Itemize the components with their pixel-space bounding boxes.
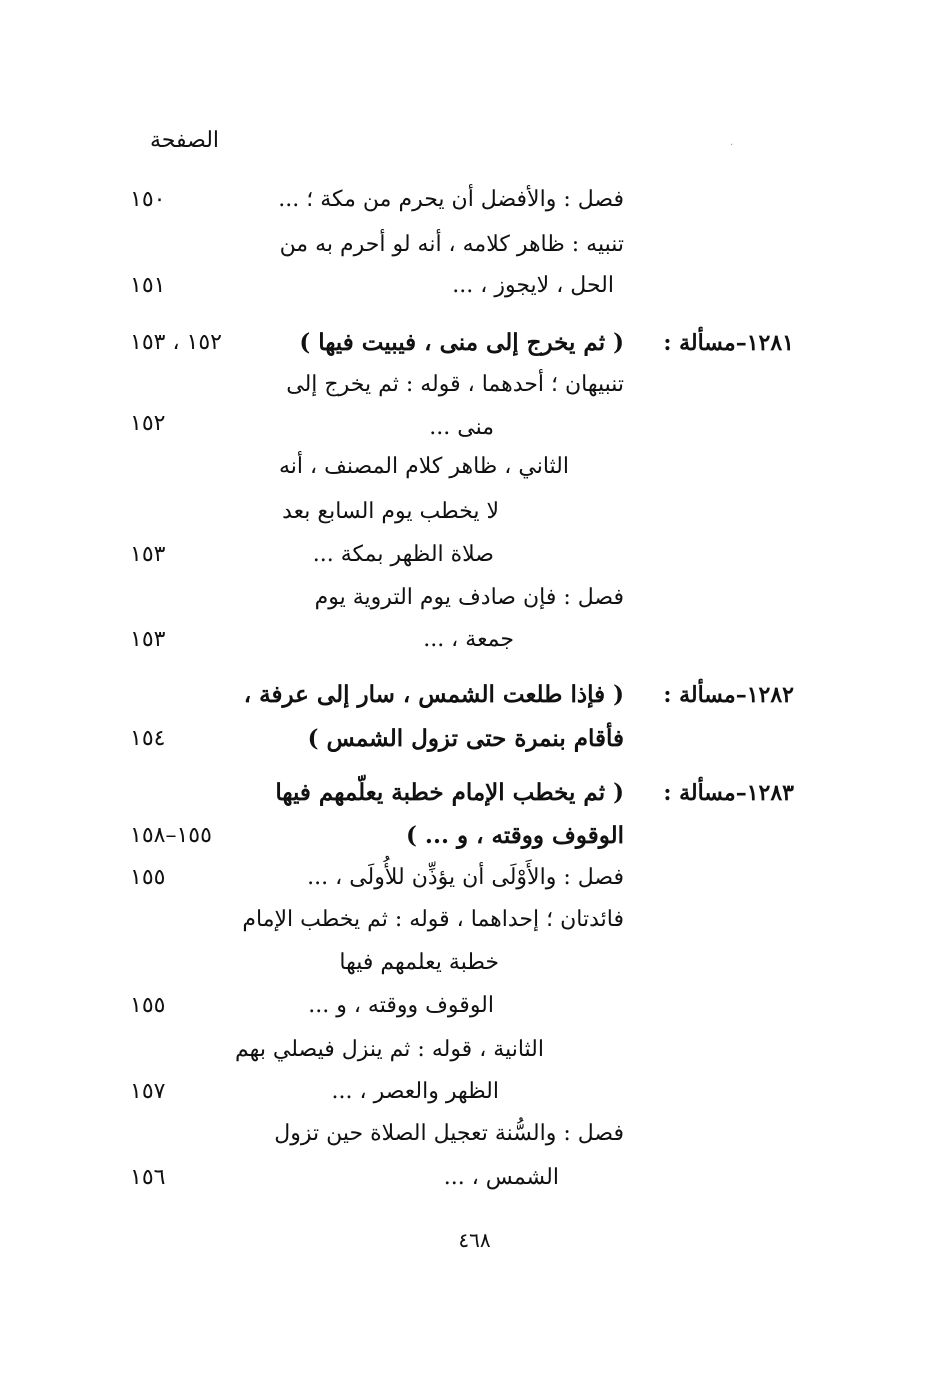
issue-title-text: ( ثم يخرج إلى منى ، فيبيت فيها ) — [299, 329, 624, 356]
index-entry-text: الوقوف ووقته ، و ... — [308, 993, 494, 1018]
index-entry-page: ١٥٥ — [130, 993, 166, 1018]
index-entry-text: الظهر والعصر ، ... — [331, 1079, 499, 1104]
issue-title-text: فأقام بنمرة حتى تزول الشمس ) — [307, 725, 624, 752]
issue-label: ١٢٨٣–مسألة : — [663, 780, 794, 806]
index-entry-text: فصل : فإن صادف يوم التروية يوم — [314, 585, 624, 610]
index-entry-text: تنبيهان ؛ أحدهما ، قوله : ثم يخرج إلى — [286, 372, 624, 397]
index-entry-text: فصل : والأفضل أن يحرم من مكة ؛ ... — [278, 187, 624, 212]
index-entry-page: ١٥٥–١٥٨ — [130, 823, 212, 848]
issue-label: ١٢٨٢–مسألة : — [663, 682, 794, 708]
index-entry-text: تنبيه : ظاهر كلامه ، أنه لو أحرم به من — [279, 232, 624, 257]
index-entry-page: ١٥٢ — [130, 411, 166, 436]
index-entry-text: صلاة الظهر بمكة ... — [312, 542, 494, 567]
page-number: ٤٦٨ — [458, 1228, 491, 1252]
index-entry-text: فصل : والأَوْلَى أن يؤذِّن للأُولَى ، ... — [307, 865, 624, 890]
index-entry-page: ١٥٠ — [130, 187, 166, 212]
issue-label: ١٢٨١–مسألة : — [663, 330, 794, 356]
index-entry-text: فائدتان ؛ إحداهما ، قوله : ثم يخطب الإمام — [242, 907, 624, 932]
index-entry-page: ١٥١ — [130, 273, 166, 298]
issue-title-text: ( ثم يخطب الإمام خطبة يعلّمهم فيها — [275, 779, 624, 806]
index-entry-page: ١٥٧ — [130, 1079, 166, 1104]
index-entry-text: الحل ، لايجوز ، ... — [452, 273, 614, 298]
index-entry-page: ١٥٣ — [130, 627, 166, 652]
index-entry-text: خطبة يعلمهم فيها — [339, 950, 499, 975]
scan-speck: · — [730, 140, 734, 151]
index-entry-page: ١٥٦ — [130, 1165, 166, 1190]
index-entry-text: الثاني ، ظاهر كلام المصنف ، أنه — [278, 454, 569, 479]
issue-title-text: الوقوف ووقته ، و ... ) — [406, 822, 624, 849]
column-header-page: الصفحة — [150, 128, 220, 153]
index-entry-page: ١٥٢ ، ١٥٣ — [130, 330, 222, 355]
index-entry-page: ١٥٤ — [130, 726, 166, 751]
index-entry-text: الثانية ، قوله : ثم ينزل فيصلي بهم — [235, 1037, 544, 1062]
index-entry-text: فصل : والسُّنة تعجيل الصلاة حين تزول — [274, 1121, 624, 1146]
index-entry-text: الشمس ، ... — [443, 1165, 559, 1190]
index-entry-text: جمعة ، ... — [423, 627, 514, 652]
issue-title-text: ( فإذا طلعت الشمس ، سار إلى عرفة ، — [243, 681, 624, 708]
index-entry-page: ١٥٥ — [130, 865, 166, 890]
index-entry-page: ١٥٣ — [130, 542, 166, 567]
index-entry-text: لا يخطب يوم السابع بعد — [282, 499, 499, 524]
index-entry-text: منى ... — [429, 415, 494, 440]
